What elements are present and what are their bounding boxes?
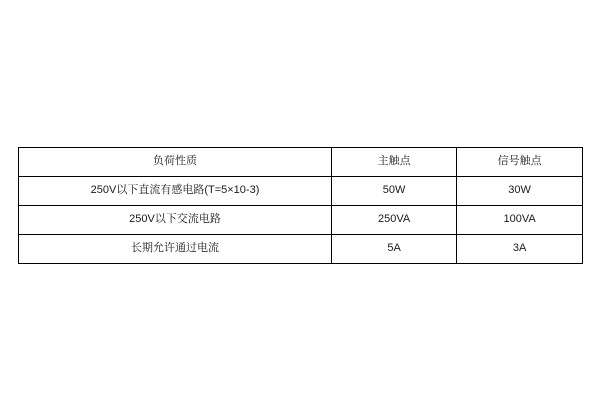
table-row bbox=[19, 206, 583, 235]
table-row bbox=[19, 177, 583, 206]
cell-main-contact: 250VA bbox=[332, 206, 457, 235]
cell-main-contact: 5A bbox=[332, 235, 457, 264]
spec-table bbox=[18, 147, 583, 264]
column-header-signal-contact: 信号触点 bbox=[457, 148, 583, 177]
cell-signal-contact: 100VA bbox=[457, 206, 583, 235]
cell-load-type: 长期允许通过电流 bbox=[19, 235, 332, 264]
column-header-load-type: 负荷性质 bbox=[19, 148, 332, 177]
column-header-main-contact: 主触点 bbox=[332, 148, 457, 177]
table-header-row bbox=[19, 148, 583, 177]
cell-signal-contact: 3A bbox=[457, 235, 583, 264]
cell-signal-contact: 30W bbox=[457, 177, 583, 206]
cell-load-type: 250V以下交流电路 bbox=[19, 206, 332, 235]
table-row bbox=[19, 235, 583, 264]
cell-load-type: 250V以下直流有感电路(T=5×10-3) bbox=[19, 177, 332, 206]
cell-main-contact: 50W bbox=[332, 177, 457, 206]
spec-table-container bbox=[18, 147, 583, 264]
